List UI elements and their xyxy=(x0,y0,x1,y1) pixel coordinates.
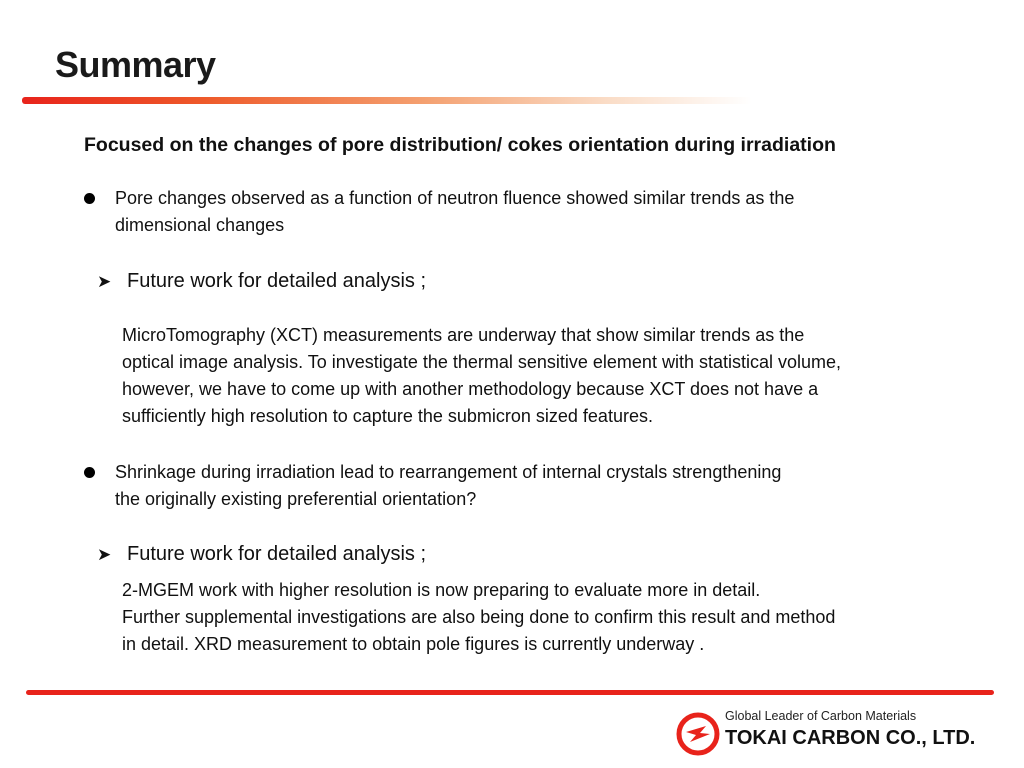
future-work-item xyxy=(97,540,426,569)
bullet-item xyxy=(84,459,914,513)
bullet-line: Shrinkage during irradiation lead to rearrangement of internal crystals strengthening xyxy=(115,462,782,482)
bullet-dot-icon xyxy=(84,467,95,478)
footer-divider xyxy=(26,690,994,695)
detail-line: MicroTomography (XCT) measurements are underway that show similar trends as the xyxy=(122,325,805,345)
slide-subtitle: Focused on the changes of pore distribution/ cokes orientation during irradiation xyxy=(84,134,836,156)
bullet-text xyxy=(115,459,914,513)
detail-paragraph xyxy=(122,322,972,430)
arrow-bullet-icon: ➤ xyxy=(97,545,112,564)
slide-title: Summary xyxy=(55,44,216,85)
bullet-line: the originally existing preferential orientation? xyxy=(115,489,477,509)
arrow-bullet-icon: ➤ xyxy=(97,272,112,291)
bullet-line: Pore changes observed as a function of neutron fluence showed similar trends as the xyxy=(115,188,795,208)
future-work-label: Future work for detailed analysis ; xyxy=(127,270,427,292)
bullet-text xyxy=(115,185,914,239)
detail-line: in detail. XRD measurement to obtain pole figures is currently underway . xyxy=(122,634,705,654)
bullet-line: dimensional changes xyxy=(115,215,285,235)
company-name: TOKAI CARBON CO., LTD. xyxy=(725,727,976,749)
title-underline xyxy=(22,97,752,104)
detail-paragraph xyxy=(122,577,972,658)
future-work-item xyxy=(97,267,426,296)
tokai-carbon-logo-icon xyxy=(676,712,720,756)
detail-line: sufficiently high resolution to capture the submicron sized features. xyxy=(122,406,653,426)
detail-line: Further supplemental investigations are also being done to confirm this result and method xyxy=(122,607,836,627)
footer-tagline: Global Leader of Carbon Materials xyxy=(725,709,917,723)
detail-line: optical image analysis. To investigate the thermal sensitive element with statistical volume, xyxy=(122,352,842,372)
detail-line: 2-MGEM work with higher resolution is now preparing to evaluate more in detail. xyxy=(122,580,761,600)
future-work-label: Future work for detailed analysis ; xyxy=(127,543,427,565)
detail-line: however, we have to come up with another methodology because XCT does not have a xyxy=(122,379,819,399)
bullet-item xyxy=(84,185,914,239)
bullet-dot-icon xyxy=(84,193,95,204)
